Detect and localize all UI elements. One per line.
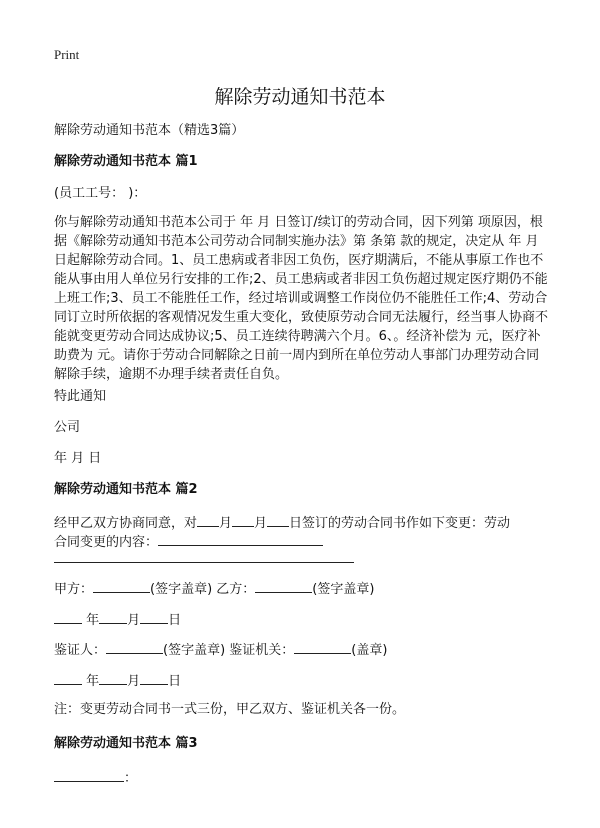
notice-date: 年 月 日 [54,451,102,466]
party-a-sign-label: (签字盖章) 乙方： [150,582,256,597]
blank-field [54,608,82,624]
blank-field [99,608,127,624]
day-label: 日 [168,674,182,689]
witness-date-line [54,669,181,691]
blank-field [140,669,168,685]
section-heading-1: 解除劳动通知书范本 篇1 [54,154,198,169]
addressee-line [54,766,137,788]
blank-field [54,766,124,782]
month-label: 月 [127,674,141,689]
blank-field [255,577,312,593]
party-signature-line [54,577,374,599]
month-label: 月 [254,516,268,531]
seal-label: (盖章) [351,643,388,658]
blank-field [267,511,289,527]
document-subtitle: 解除劳动通知书范本（精选3篇） [54,123,245,138]
contract-change-intro: 经甲乙双方协商同意，对 [54,516,198,531]
company-signature: 公司 [54,420,81,435]
blank-underline [54,562,354,563]
blank-field [294,638,351,654]
blank-field [99,669,127,685]
addressee-colon: ： [124,771,138,786]
blank-field [106,638,163,654]
blank-field [140,608,168,624]
blank-field [93,577,150,593]
blank-field [54,669,82,685]
party-b-sign-label: (签字盖章) [312,582,375,597]
section-heading-2: 解除劳动通知书范本 篇2 [54,482,198,497]
print-link[interactable]: Print [54,47,80,62]
day-label: 日 [168,613,182,628]
employee-number-line: (员工工号： )： [54,186,147,201]
blank-field [197,511,219,527]
blank-field [232,511,254,527]
year-label: 年 [86,613,100,628]
party-date-line [54,608,181,630]
copies-note: 注：变更劳动合同书一式三份，甲乙双方、鉴证机关各一份。 [54,702,406,717]
contract-change-text: 日签订的劳动合同书作如下变更：劳动 [289,516,511,531]
year-label: 年 [86,674,100,689]
witness-signature-line [54,638,387,660]
change-content-label: 合同变更的内容： [54,535,159,550]
document-title: 解除劳动通知书范本 [214,86,386,108]
notice-body-paragraph: 你与解除劳动通知书范本公司于 年 月 日签订/续订的劳动合同，因下列第 项原因，根据《解除劳动通知书范本公司劳动合同制实施办法》第 条第 款的规定，决定从 年 月 日起解除劳动合同。1、员工患病或者非因工负伤，医疗期满后，不能从事原工作也不能从事由用人单位另行安排的工作;2、员工患病或者非因工负伤超过规定医疗期仍不能上班工作;3、员工不能胜任工作，经过培训或调整工作岗位仍不能胜任工作;4、劳动合同订立时所依据的客观情况发生重大变化，致使原劳动合同无法履行，经当事人协商不能就变更劳动合同达成协议;5、员工连续待聘满六个月。6、。经济补偿为 元，医疗补助费为 元。请你于劳动合同解除之日前一周内到所在单位劳动人事部门办理劳动合同解除手续，逾期不办理手续者责任自负。 [54,215,549,382]
blank-field [158,530,323,546]
month-label: 月 [219,516,233,531]
contract-change-line-2 [54,530,323,552]
month-label: 月 [127,613,141,628]
witness-label: 鉴证人： [54,643,107,658]
section-heading-3: 解除劳动通知书范本 篇3 [54,736,198,751]
notice-closing: 特此通知 [54,389,107,404]
witness-sign-label: (签字盖章) 鉴证机关： [163,643,295,658]
party-a-label: 甲方： [54,582,94,597]
